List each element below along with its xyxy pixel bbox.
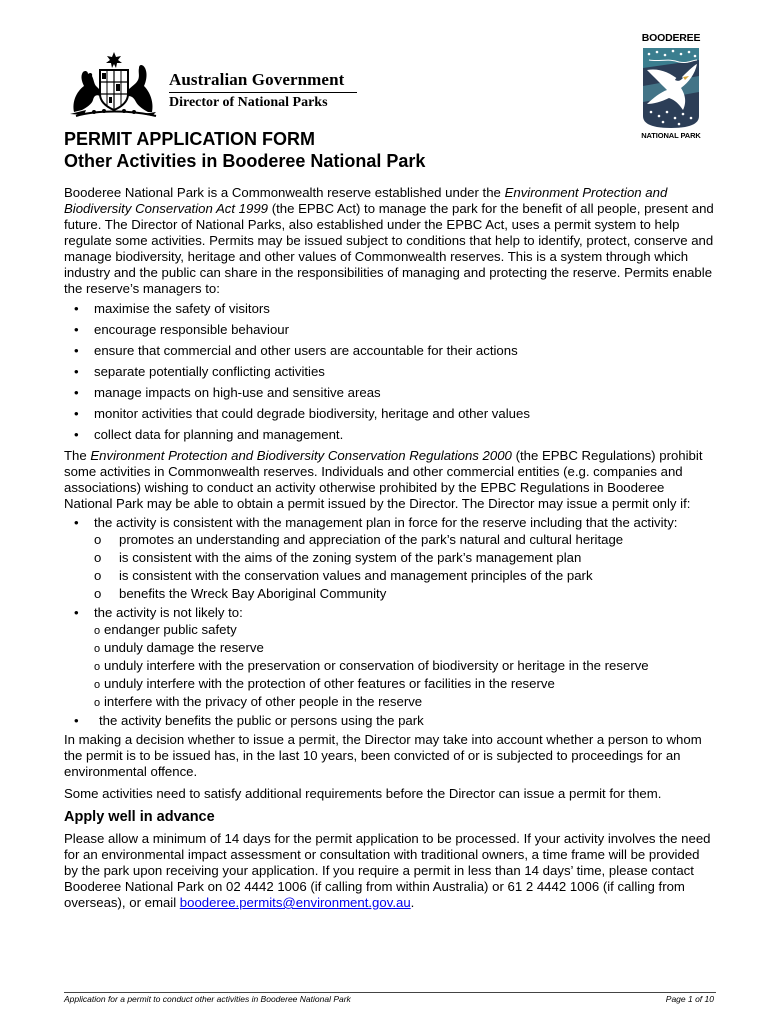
regulations-paragraph: The Environment Protection and Biodiversity Conservation Regulations 2000 (the EPBC Regulations) prohibit some activities in Commonwealth reserves. Individuals and other commercial entities (e.g. companies and associations) wishing to conduct an activity otherwise prohibited by the EPBC Regulations in Booderee National Park may be able to obtain a permit issued by the Director. The Director may issue a permit only if: xyxy=(64,448,703,511)
list-item: • collect data for planning and management. xyxy=(74,427,344,442)
act-name: Environment Protection and Biodiversity Conservation Act 1999 xyxy=(64,185,668,216)
intro-text-continued: (the EPBC Act) to manage the park for the benefit of all people, present and future. The Director of National Parks, also established under the EPBC Act, uses a permit system to help regulate some activities. Permits may be issued subject to conditions that help to identify, protect, conserve and manage biodiversity, heritage and other values of Commonwealth reserves. This is a system through which industry and the public can share in the responsibilities of managing and protecting the reserve. Permits enable the reserve’s managers to: xyxy=(64,201,714,296)
list-item: • manage impacts on high-use and sensitive areas xyxy=(74,385,381,400)
list-item: o promotes an understanding and appreciation of the park’s natural and cultural heritage xyxy=(94,532,624,547)
criteria-not-likely: • the activity is not likely to: o endanger public safety o unduly damage the reserve o unduly interfere with the preservation or conservation of biodiversity or heritage in the reserve o unduly interfere with the protection of other features or facilities in the reserve o interfere with the privacy of other people in the reserve xyxy=(64,605,714,710)
list-item: o benefits the Wreck Bay Aboriginal Community xyxy=(94,586,387,601)
list-item: o interfere with the privacy of other people in the reserve xyxy=(94,694,423,709)
decision-paragraph: In making a decision whether to issue a permit, the Director may take into account whether a person to whom the permit is to be issued has, in the last 10 years, been convicted of or is subjected to proceedings for an environmental offence. xyxy=(64,732,702,779)
consistent-sublist xyxy=(94,532,714,602)
list-item: • ensure that commercial and other users are accountable for their actions xyxy=(74,343,518,358)
list-item: o is consistent with the conservation values and management principles of the park xyxy=(94,568,593,583)
criteria-list xyxy=(64,515,714,729)
intro-text: Booderee National Park is a Commonwealth reserve established under the xyxy=(64,185,505,200)
footer-divider xyxy=(64,992,716,993)
not-likely-sublist xyxy=(94,622,714,710)
list-item: • separate potentially conflicting activities xyxy=(74,364,325,379)
list-item: o unduly damage the reserve xyxy=(94,640,264,655)
divider xyxy=(169,92,357,93)
list-item: • monitor activities that could degrade biodiversity, heritage and other values xyxy=(74,406,530,421)
government-title: Australian Government xyxy=(169,70,345,89)
list-item: o endanger public safety xyxy=(94,622,237,637)
list-item: • encourage responsible behaviour xyxy=(74,322,290,337)
regulations-name: Environment Protection and Biodiversity Conservation Regulations 2000 xyxy=(90,448,512,463)
criteria-consistent: • the activity is consistent with the management plan in force for the reserve including that the activity: o promotes an understanding and appreciation of the park’s natural and cultural heritage o is consistent with the aims of the zoning system of the park’s management plan o is consistent with the conservation values and management principles of the park o benefits the Wreck Bay Aboriginal Community xyxy=(64,515,714,602)
park-logo-caption: NATIONAL PARK xyxy=(641,131,701,140)
form-subtitle: Other Activities in Booderee National Park xyxy=(64,151,426,171)
advance-paragraph: Please allow a minimum of 14 days for the permit application to be processed. If your activity involves the need for an environmental impact assessment or consultation with traditional owners, a time frame will be provided by the park upon receiving your application. If you require a permit in less than 14 days’ time, please contact Booderee National Park on 02 4442 1006 (if calling from within Australia) or 61 2 4442 1006 (if calling from overseas), or email booderee.permits@environment.gov.au. xyxy=(64,831,711,910)
section-heading: Apply well in advance xyxy=(64,809,215,825)
list-item: o unduly interfere with the protection of other features or facilities in the reserve xyxy=(94,676,555,691)
list-item: o is consistent with the aims of the zoning system of the park’s management plan xyxy=(94,550,582,565)
coat-of-arms-icon xyxy=(66,52,162,118)
document-body xyxy=(64,185,714,911)
criteria-benefits: • the activity benefits the public or persons using the park xyxy=(74,713,424,728)
sea-eagle-icon xyxy=(639,46,703,130)
government-subtitle: Director of National Parks xyxy=(169,95,328,110)
email-link[interactable]: booderee.permits@environment.gov.au xyxy=(179,895,411,910)
form-title: PERMIT APPLICATION FORM xyxy=(64,129,315,149)
purpose-list xyxy=(64,301,714,443)
additional-requirements-paragraph: Some activities need to satisfy additional requirements before the Director can issue a permit for them. xyxy=(64,786,662,801)
booderee-national-park-logo xyxy=(636,32,706,144)
australian-government-logo xyxy=(66,52,366,118)
list-item: • maximise the safety of visitors xyxy=(74,301,270,316)
intro-paragraph xyxy=(64,185,714,297)
list-item: o unduly interfere with the preservation or conservation of biodiversity or heritage in the reserve xyxy=(94,658,649,673)
page-number: Page 1 of 10 xyxy=(665,994,714,1004)
footer-document-title: Application for a permit to conduct other activities in Booderee National Park xyxy=(64,994,351,1004)
park-logo-name: BOODEREE xyxy=(641,32,701,44)
